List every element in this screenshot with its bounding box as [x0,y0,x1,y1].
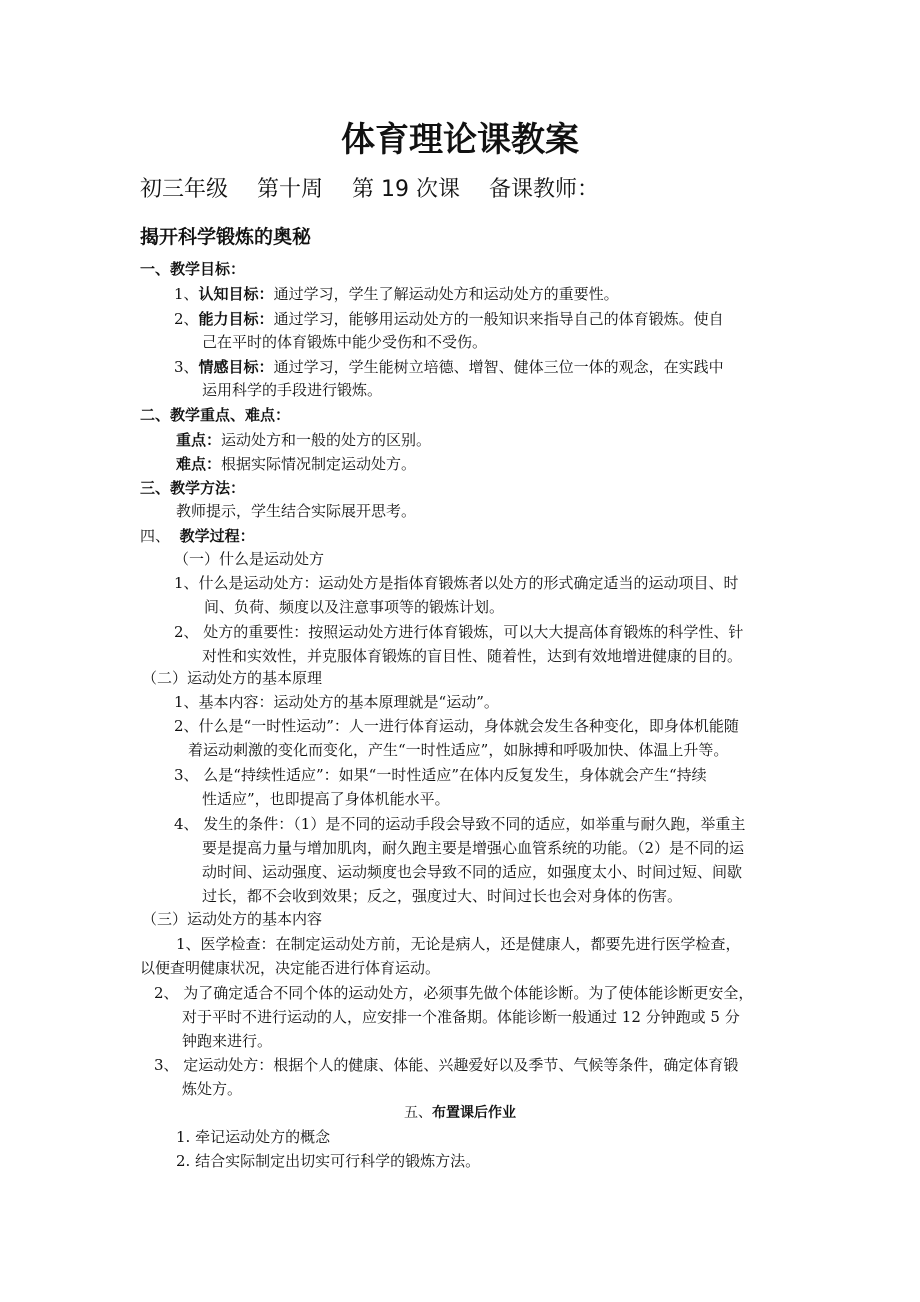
section-objectives-heading: 一、教学目标： [140,260,246,278]
section-process-heading [140,526,255,546]
objective-ability-continued: 己在平时的体育锻炼中能少受伤和不受伤。 [202,333,488,351]
item-text: 通过学习，能够用运动处方的一般知识来指导自己的体育锻炼。使自 [273,310,724,328]
paragraph-line: 3、 么是“持续性适应”：如果“一时性适应”在体内反复发生，身体就会产生“持续 [174,766,707,784]
objective-ability [174,309,724,329]
item-number: 1、 [174,285,199,303]
key-text: 运动处方和一般的处方的区别。 [221,431,432,449]
lesson-subtitle: 揭开科学锻炼的奥秘 [140,226,312,248]
paragraph-line: 1、医学检查：在制定运动处方前，无论是病人，还是健康人，都要先进行医学检查， [176,935,741,953]
paragraph-line: 4、 发生的条件：（1）是不同的运动手段会导致不同的适应，如举重与耐久跑，举重主 [174,815,746,833]
homework-prefix: 五、 [404,1105,432,1121]
section-title: 教学过程： [179,527,255,545]
paragraph-line: 钟跑来进行。 [182,1032,273,1050]
section-keypoints-heading: 二、教学重点、难点： [140,406,291,424]
week: 第十周 [257,177,324,202]
difficult-point [176,454,416,474]
paragraph-line: 3、 定运动处方：根据个人的健康、体能、兴趣爱好以及季节、气候等条件，确定体育锻 [154,1056,739,1074]
lesson-meta [140,172,621,203]
item-label: 情感目标： [198,358,274,376]
objective-emotional [174,357,724,377]
homework-item: 2. 结合实际制定出切实可行科学的锻炼方法。 [176,1152,481,1170]
grade: 初三年级 [140,177,229,202]
section-number: 四、 [140,527,171,545]
paragraph-line: 2、 为了确定适合不同个体的运动处方，必须事先做个体能诊断。为了使体能诊断更安全， [154,984,754,1002]
paragraph-line: 2、什么是“一时性运动”：人一进行体育运动，身体就会发生各种变化，即身体机能随 [174,717,739,735]
homework-title: 布置课后作业 [432,1105,516,1121]
page-title: 体育理论课教案 [341,120,579,160]
paragraph-line: 着运动刺激的变化而变化，产生“一时性适应”，如脉搏和呼吸加快、体温上升等。 [188,741,729,759]
lesson-number: 第 19 次课 [352,177,461,202]
method-text: 教师提示，学生结合实际展开思考。 [176,502,417,520]
paragraph-line: 1、什么是运动处方：运动处方是指体育锻炼者以处方的形式确定适当的运动项目、时 [174,574,739,592]
item-text: 通过学习，学生能树立培德、增智、健体三位一体的观念，在实践中 [273,358,724,376]
paragraph-line: 间、负荷、频度以及注意事项等的锻炼计划。 [204,598,505,616]
key-point [176,430,431,450]
item-number: 2、 [174,310,199,328]
subsection-heading: （三）运动处方的基本内容 [142,910,323,928]
teacher-label: 备课教师： [489,177,600,202]
item-text: 通过学习，学生了解运动处方和运动处方的重要性。 [273,285,619,303]
homework-item: 1. 牵记运动处方的概念 [176,1128,331,1146]
subsection-heading: （二）运动处方的基本原理 [142,669,323,687]
objective-emotional-continued: 运用科学的手段进行锻炼。 [202,381,383,399]
paragraph-line: 2、 处方的重要性：按照运动处方进行体育锻炼，可以大大提高体育锻炼的科学性、针 [174,623,744,641]
paragraph-line: 过长，都不会收到效果；反之，强度过大、时间过长也会对身体的伤害。 [202,887,683,905]
paragraph-line: 炼处方。 [182,1080,243,1098]
objective-cognitive [174,284,619,304]
paragraph-line: 动时间、运动强度、运动频度也会导致不同的适应，如强度太小、时间过短、间歇 [202,863,743,881]
homework-heading [0,1102,920,1122]
subsection-heading: （一）什么是运动处方 [174,550,325,568]
paragraph-line: 要是提高力量与增加肌肉，耐久跑主要是增强心血管系统的功能。（2）是不同的运 [202,839,745,857]
paragraph-line: 对性和实效性，并克服体育锻炼的盲目性、随着性，达到有效地增进健康的目的。 [202,647,743,665]
difficult-text: 根据实际情况制定运动处方。 [221,455,417,473]
difficult-label: 难点： [176,455,222,473]
section-method-heading: 三、教学方法： [140,479,246,497]
item-number: 3、 [174,358,199,376]
paragraph-line: 对于平时不进行运动的人，应安排一个准备期。体能诊断一般通过 12 分钟跑或 5 分 [182,1008,740,1026]
paragraph-line: 性适应”，也即提高了身体机能水平。 [202,790,450,808]
item-label: 认知目标： [198,285,274,303]
key-label: 重点： [176,431,222,449]
paragraph-line: 以便查明健康状况，决定能否进行体育运动。 [140,959,441,977]
paragraph-line: 1、基本内容：运动处方的基本原理就是“运动”。 [174,693,499,711]
item-label: 能力目标： [198,310,274,328]
